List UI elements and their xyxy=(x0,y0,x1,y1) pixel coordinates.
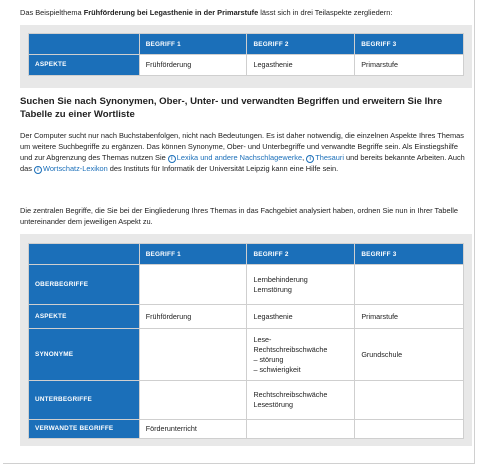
header-cell: BEGRIFF 2 xyxy=(247,34,355,55)
table-cell xyxy=(139,381,247,420)
row-label: ASPEKTE xyxy=(29,305,140,329)
explanation-paragraph: Der Computer sucht nur nach Buchstabenfolgen, nicht nach Bedeutungen. Es ist daher notwendig, die einzelnen Aspekte Ihres Themas um weitere Suchbegriffe zu ergänzen. Das können Synonyme, Ober- und Unterbegriffe und verwandte Begriffe sein. Als Einstiegshilfe und zur Abgrenzung des Themas nutzen Sie i Lexika und andere Nachschlagewerke, i Thesauri und bereits bekannte Arbeiten. Auch das i Wortschatz-Lexikon des Instituts für Informatik der Universität Leipzig kann eine Hilfe sein. xyxy=(20,131,465,173)
table-cell xyxy=(247,420,355,439)
table-cell xyxy=(355,265,464,305)
table-cell xyxy=(139,329,247,381)
page-frame xyxy=(3,0,475,464)
table-header-row xyxy=(29,244,464,265)
table-row xyxy=(29,305,464,329)
thesauri-link[interactable]: i Thesauri xyxy=(306,153,344,162)
table-cell: Legasthenie xyxy=(247,55,355,76)
table-cell: Frühförderung xyxy=(139,305,247,329)
instruction-paragraph: Die zentralen Begriffe, die Sie bei der Eingliederung Ihres Themas in das Fachgebiet analysiert haben, ordnen Sie nun in Ihrer Tabelle untereinander dem jeweiligen Aspekt zu. xyxy=(20,206,458,226)
table-row xyxy=(29,329,464,381)
info-icon: i xyxy=(34,166,42,174)
table-row xyxy=(29,381,464,420)
table-cell: Primarstufe xyxy=(355,305,464,329)
wordlist-table-container xyxy=(20,234,472,446)
row-label: UNTERBEGRIFFE xyxy=(29,381,140,420)
table-cell: Lese- Rechtschreibschwäche – störung – schwierigkeit xyxy=(247,329,355,381)
header-cell: BEGRIFF 1 xyxy=(139,34,247,55)
section-heading: Suchen Sie nach Synonymen, Ober-, Unter- und verwandten Begriffen und erweitern Sie Ihre Tabelle zu einer Wortliste xyxy=(20,96,443,120)
table-cell xyxy=(355,420,464,439)
header-cell: BEGRIFF 3 xyxy=(355,34,464,55)
intro-text: Das Beispielthema Frühförderung bei Legasthenie in der Primarstufe lässt sich in drei Teilaspekte zergliedern: xyxy=(20,8,393,17)
aspects-table-container xyxy=(20,25,472,88)
table-cell xyxy=(355,381,464,420)
row-label: ASPEKTE xyxy=(29,55,140,76)
wordlist-table xyxy=(28,243,464,439)
table-cell: Frühförderung xyxy=(139,55,247,76)
table-cell: Primarstufe xyxy=(355,55,464,76)
table-cell: Förderunterricht xyxy=(139,420,247,439)
info-icon: i xyxy=(306,155,314,163)
table-cell: Grundschule xyxy=(355,329,464,381)
row-label: VERWANDTE BEGRIFFE xyxy=(29,420,140,439)
table-header-row xyxy=(29,34,464,55)
table-cell: Rechtschreibschwäche Lesestörung xyxy=(247,381,355,420)
header-cell: BEGRIFF 2 xyxy=(247,244,355,265)
aspects-table xyxy=(28,33,464,76)
table-cell xyxy=(139,265,247,305)
table-row xyxy=(29,265,464,305)
wortschatz-lexikon-link[interactable]: i Wortschatz-Lexikon xyxy=(34,164,108,173)
table-cell: Legasthenie xyxy=(247,305,355,329)
table-row xyxy=(29,420,464,439)
header-cell xyxy=(29,34,140,55)
header-cell: BEGRIFF 3 xyxy=(355,244,464,265)
info-icon: i xyxy=(168,155,176,163)
row-label: OBERBEGRIFFE xyxy=(29,265,140,305)
intro-topic: Frühförderung bei Legasthenie in der Primarstufe xyxy=(83,8,259,17)
header-cell: BEGRIFF 1 xyxy=(139,244,247,265)
table-cell: Lernbehinderung Lernstörung xyxy=(247,265,355,305)
table-row xyxy=(29,55,464,76)
lexika-link[interactable]: i Lexika und andere Nachschlagewerke xyxy=(168,153,302,162)
row-label: SYNONYME xyxy=(29,329,140,381)
header-cell xyxy=(29,244,140,265)
